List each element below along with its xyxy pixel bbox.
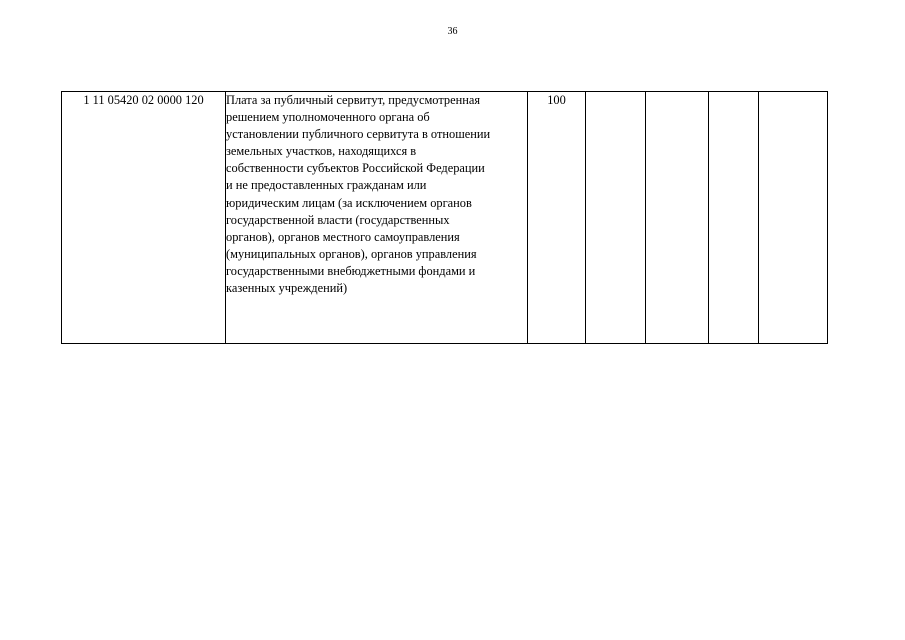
revenue-description-cell (226, 92, 528, 344)
empty-cell (759, 92, 828, 344)
description-line: государственными внебюджетными фондами и (226, 263, 476, 278)
description-line: казенных учреждений) (226, 281, 348, 296)
description-line: установлении публичного сервитута в отношении (226, 127, 491, 142)
empty-cell (586, 92, 646, 344)
description-line: государственной власти (государственных (226, 212, 450, 227)
standard-value-cell: 100 (528, 92, 586, 344)
empty-cell (709, 92, 759, 344)
empty-cell (646, 92, 709, 344)
description-line: юридическим лицам (за исключением органов (226, 195, 472, 210)
description-line: и не предоставленных гражданам или (226, 178, 427, 193)
description-line: Плата за публичный сервитут, предусмотренная (226, 93, 481, 107)
table-row (62, 92, 828, 344)
page-number: 36 (447, 26, 458, 37)
description-line: (муниципальных органов), органов управления (226, 246, 477, 261)
classification-code-cell: 1 11 05420 02 0000 120 (62, 92, 226, 344)
description-line: собственности субъектов Российской Федерации (226, 161, 485, 176)
description-line: решением уполномоченного органа об (226, 110, 430, 125)
description-line: органов), органов местного самоуправления (226, 229, 460, 244)
description-line: земельных участков, находящихся в (226, 144, 417, 159)
budget-table (61, 91, 828, 344)
